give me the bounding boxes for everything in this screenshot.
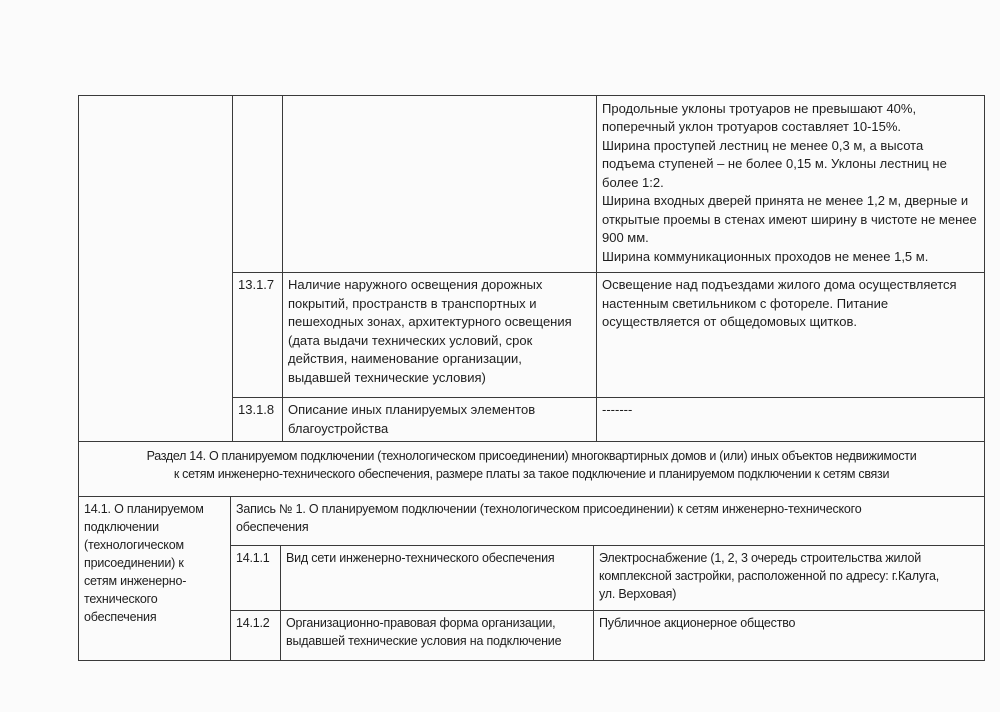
cell-value: Публичное акционерное общество <box>594 610 985 660</box>
cell-number: 13.1.7 <box>233 273 283 398</box>
table-row <box>79 96 985 273</box>
document-table <box>78 95 984 661</box>
cell-value: Освещение над подъездами жилого дома осуществляется настенным светильником с фотореле. Питание осуществляется от общедомовых щитков. <box>597 273 985 398</box>
cell-number: 13.1.8 <box>233 398 283 442</box>
subsection-title: 14.1. О планируемом подключении (технологическом присоединении) к сетям инженерно- технического обеспечения <box>79 497 231 660</box>
cell-label: Организационно-правовая форма организации, выдавшей технические условия на подключение <box>281 610 594 660</box>
table-row <box>79 497 985 545</box>
cell-number: 14.1.2 <box>231 610 281 660</box>
cell-number: 14.1.1 <box>231 545 281 610</box>
cell-label: Наличие наружного освещения дорожных покрытий, пространств в транспортных и пешеходных зонах, архитектурного освещения (дата выдачи технических условий, срок действия, наименование организации, выдавшей технические условия) <box>283 273 597 398</box>
section-13-table <box>78 95 985 497</box>
table-row <box>79 442 985 497</box>
section-14-table <box>78 497 985 661</box>
cell-value: ------- <box>597 398 985 442</box>
section-title: Раздел 14. О планируемом подключении (технологическом присоединении) многоквартирных домов и (или) иных объектов недвижимости к сетям инженерно-технического обеспечения, размере платы за такое подключение и планируемом подключении к сетям связи <box>79 442 985 497</box>
cell-value: Продольные уклоны тротуаров не превышают 40%, поперечный уклон тротуаров составляет 10-15%. Ширина проступей лестниц не менее 0,3 м, а высота подъема ступеней – не более 0,15 м. Уклоны лестниц не более 1:2. Ширина входных дверей принята не менее 1,2 м, дверные и открытые проемы в стенах имеют ширину в чистоте не менее 900 мм. Ширина коммуникационных проходов не менее 1,5 м. <box>597 96 985 273</box>
record-title: Запись № 1. О планируемом подключении (технологическом присоединении) к сетям инженерно-технического обеспечения <box>231 497 985 545</box>
cell-empty <box>79 96 233 442</box>
cell-number <box>233 96 283 273</box>
cell-value: Электроснабжение (1, 2, 3 очередь строительства жилой комплексной застройки, расположенной по адресу: г.Калуга, ул. Верховая) <box>594 545 985 610</box>
cell-label: Описание иных планируемых элементов благоустройства <box>283 398 597 442</box>
cell-label <box>283 96 597 273</box>
cell-label: Вид сети инженерно-технического обеспечения <box>281 545 594 610</box>
